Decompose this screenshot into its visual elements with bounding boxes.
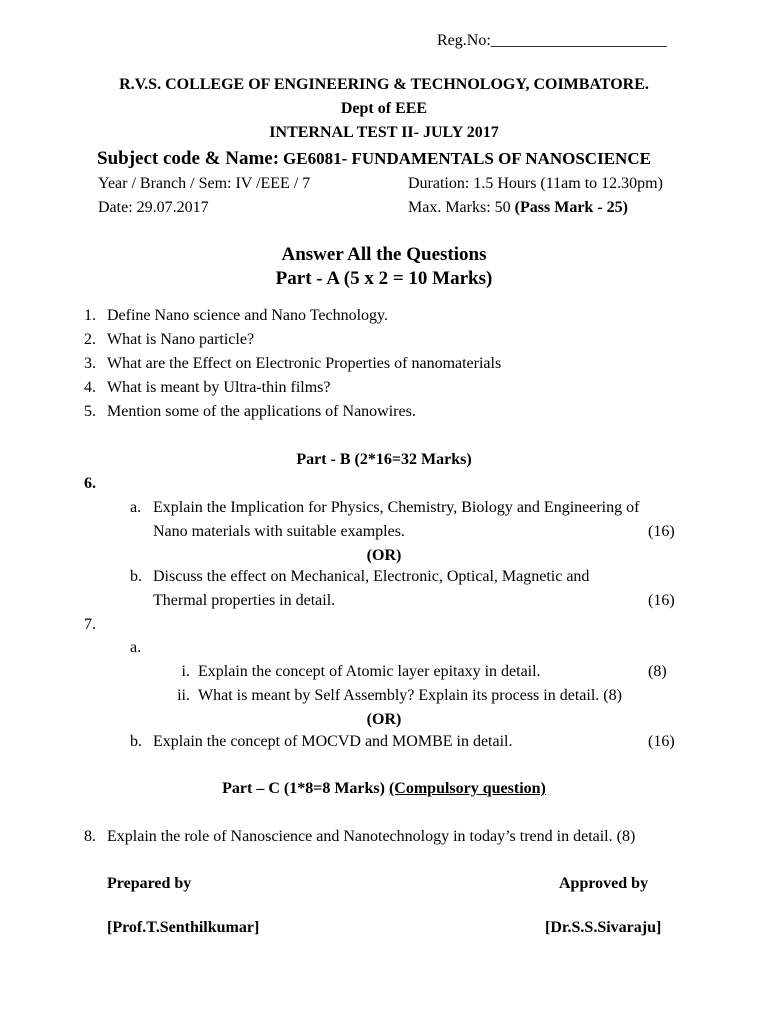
q6b-label: b. (130, 568, 142, 585)
compulsory-note: (Compulsory question) (388, 780, 546, 797)
question-number: 4. (84, 379, 96, 396)
prepared-by-name: [Prof.T.Senthilkumar] (107, 919, 260, 936)
q6-number: 6. (84, 475, 96, 492)
q6a-label: a. (130, 499, 142, 516)
question-text: What is meant by Ultra-thin films? (107, 379, 331, 396)
q6b-marks: (16) (648, 592, 675, 609)
question-text: What is Nano particle? (107, 331, 255, 348)
question-number: 5. (84, 403, 96, 420)
max-marks: Max. Marks: 50 (408, 199, 511, 216)
pass-mark: (Pass Mark - 25) (514, 199, 628, 216)
exam-date: Date: 29.07.2017 (98, 199, 209, 216)
q7b-marks: (16) (648, 733, 675, 750)
q6-or: (OR) (366, 547, 402, 564)
approved-by-name: [Dr.S.S.Sivaraju] (545, 919, 662, 936)
question-text: Mention some of the applications of Nanowires. (107, 403, 416, 420)
q7b-label: b. (130, 733, 142, 750)
test-title: INTERNAL TEST II- JULY 2017 (269, 124, 499, 141)
question-text: What are the Effect on Electronic Properties of nanomaterials (107, 355, 502, 372)
q7a-ii-text: What is meant by Self Assembly? Explain its process in detail. (8) (198, 687, 622, 704)
q6a-marks: (16) (648, 523, 675, 540)
prepared-by-label: Prepared by (107, 875, 192, 892)
q6b-text-line1: Discuss the effect on Mechanical, Electronic, Optical, Magnetic and (153, 568, 590, 585)
q6a-text-line2: Nano materials with suitable examples. (153, 523, 405, 540)
duration: Duration: 1.5 Hours (11am to 12.30pm) (408, 175, 663, 192)
q7a-label: a. (130, 639, 142, 656)
approved-by-label: Approved by (559, 875, 649, 892)
year-branch-sem: Year / Branch / Sem: IV /EEE / 7 (98, 175, 311, 192)
q7b-text: Explain the concept of MOCVD and MOMBE in detail. (153, 733, 513, 750)
department: Dept of EEE (340, 100, 428, 117)
part-c-title-line (0, 780, 768, 798)
q7-number: 7. (84, 616, 96, 633)
reg-no-field: Reg.No:______________________ (437, 32, 667, 49)
subject-line (97, 148, 651, 170)
question-number: 3. (84, 355, 96, 372)
part-c-title: Part – C (1*8=8 Marks) (222, 780, 385, 797)
q6a-text-line1: Explain the Implication for Physics, Chemistry, Biology and Engineering of (153, 499, 640, 516)
question-number: 1. (84, 307, 96, 324)
q6b-text-line2: Thermal properties in detail. (153, 592, 336, 609)
q7a-i-marks: (8) (648, 663, 667, 680)
part-a-title: Part - A (5 x 2 = 10 Marks) (275, 268, 493, 289)
q8-text: Explain the role of Nanoscience and Nanotechnology in today’s trend in detail. (8) (107, 828, 636, 845)
question-text: Define Nano science and Nano Technology. (107, 307, 388, 324)
instructions: Answer All the Questions (281, 244, 487, 265)
q7a-ii-label: ii. (177, 687, 190, 704)
max-marks-line (408, 199, 628, 217)
question-number: 2. (84, 331, 96, 348)
college-name: R.V.S. COLLEGE OF ENGINEERING & TECHNOLOGY, COIMBATORE. (119, 76, 649, 93)
q7a-i-label: i. (181, 663, 190, 680)
subject-label: Subject code & Name: (97, 148, 280, 169)
part-b-title: Part - B (2*16=32 Marks) (296, 451, 472, 468)
q8-number: 8. (84, 828, 96, 845)
subject-value: GE6081- FUNDAMENTALS OF NANOSCIENCE (283, 149, 651, 168)
q7a-i-text: Explain the concept of Atomic layer epitaxy in detail. (198, 663, 541, 680)
q7-or: (OR) (366, 711, 402, 728)
